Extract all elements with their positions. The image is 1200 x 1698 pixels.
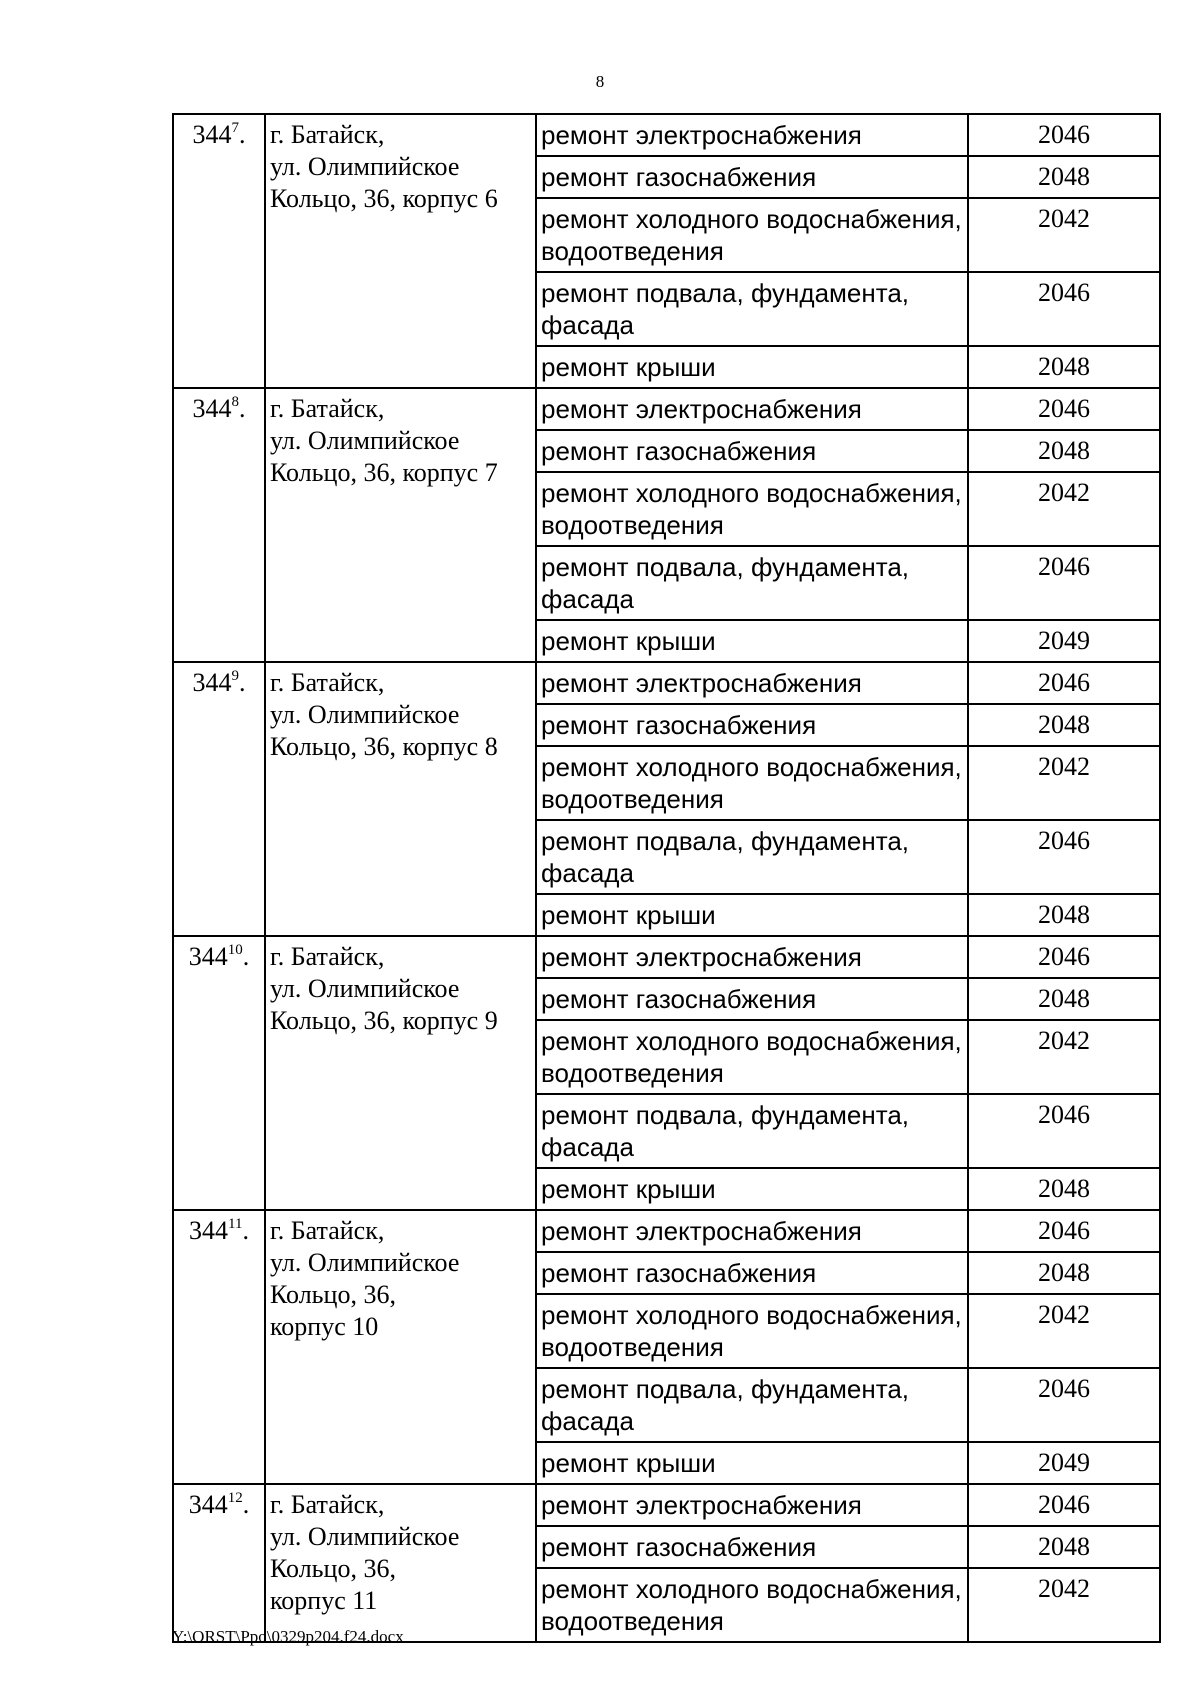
item-number-superscript: 7 <box>231 120 239 136</box>
work-type-cell: ремонт подвала, фундамента, фасада <box>536 820 968 894</box>
work-type-cell: ремонт холодного водоснабжения, водоотведения <box>536 746 968 820</box>
item-number-suffix: . <box>242 942 250 971</box>
repair-schedule-table <box>172 113 1161 1643</box>
year-cell: 2048 <box>968 156 1160 198</box>
address-cell <box>265 936 536 1210</box>
address-line: ул. Олимпийское <box>270 426 460 455</box>
work-type-cell: ремонт электроснабжения <box>536 936 968 978</box>
work-type-cell: ремонт крыши <box>536 346 968 388</box>
work-type-cell: ремонт газоснабжения <box>536 704 968 746</box>
work-type-cell: ремонт холодного водоснабжения, водоотведения <box>536 1568 968 1642</box>
year-cell: 2048 <box>968 1168 1160 1210</box>
year-cell: 2049 <box>968 620 1160 662</box>
item-number: 344 <box>192 668 232 697</box>
table-row <box>173 662 1160 704</box>
address-line: г. Батайск, <box>270 1216 385 1245</box>
address-cell <box>265 388 536 662</box>
address-line: Кольцо, 36, корпус 7 <box>270 458 498 487</box>
item-number-suffix: . <box>239 120 246 149</box>
year-cell: 2048 <box>968 894 1160 936</box>
item-number-cell <box>173 388 265 662</box>
item-number-suffix: . <box>242 1490 250 1519</box>
table-row <box>173 936 1160 978</box>
year-cell: 2049 <box>968 1442 1160 1484</box>
address-cell <box>265 662 536 936</box>
table-row <box>173 388 1160 430</box>
work-type-cell: ремонт газоснабжения <box>536 156 968 198</box>
address-line: г. Батайск, <box>270 394 385 423</box>
work-type-cell: ремонт холодного водоснабжения, водоотведения <box>536 1294 968 1368</box>
table-row <box>173 1484 1160 1526</box>
item-number-cell <box>173 662 265 936</box>
file-path-footer: Y:\ORST\Ppo\0329p204.f24.docx <box>172 1627 404 1646</box>
year-cell: 2042 <box>968 746 1160 820</box>
year-cell: 2048 <box>968 430 1160 472</box>
address-cell <box>265 1210 536 1484</box>
work-type-cell: ремонт газоснабжения <box>536 430 968 472</box>
year-cell: 2046 <box>968 272 1160 346</box>
year-cell: 2042 <box>968 1294 1160 1368</box>
year-cell: 2048 <box>968 1252 1160 1294</box>
item-number: 344 <box>192 394 232 423</box>
work-type-cell: ремонт крыши <box>536 1168 968 1210</box>
address-line: корпус 10 <box>270 1312 379 1341</box>
year-cell: 2046 <box>968 936 1160 978</box>
address-cell <box>265 114 536 388</box>
address-line: г. Батайск, <box>270 668 385 697</box>
item-number-superscript: 9 <box>231 668 239 684</box>
work-type-cell: ремонт крыши <box>536 620 968 662</box>
work-type-cell: ремонт подвала, фундамента, фасада <box>536 546 968 620</box>
work-type-cell: ремонт газоснабжения <box>536 978 968 1020</box>
address-line: ул. Олимпийское <box>270 152 460 181</box>
item-number-superscript: 11 <box>228 1216 243 1232</box>
work-type-cell: ремонт электроснабжения <box>536 1484 968 1526</box>
year-cell: 2042 <box>968 1020 1160 1094</box>
item-number-cell <box>173 1210 265 1484</box>
item-number: 344 <box>189 1216 229 1245</box>
year-cell: 2042 <box>968 472 1160 546</box>
work-type-cell: ремонт электроснабжения <box>536 388 968 430</box>
address-line: Кольцо, 36, корпус 6 <box>270 184 498 213</box>
address-cell <box>265 1484 536 1642</box>
address-line: Кольцо, 36, корпус 8 <box>270 732 498 761</box>
work-type-cell: ремонт крыши <box>536 1442 968 1484</box>
address-line: ул. Олимпийское <box>270 1248 460 1277</box>
work-type-cell: ремонт подвала, фундамента, фасада <box>536 272 968 346</box>
item-number-suffix: . <box>239 668 246 697</box>
address-line: ул. Олимпийское <box>270 1522 460 1551</box>
address-line: корпус 11 <box>270 1586 378 1615</box>
address-line: ул. Олимпийское <box>270 974 460 1003</box>
item-number-cell <box>173 936 265 1210</box>
work-type-cell: ремонт газоснабжения <box>536 1526 968 1568</box>
year-cell: 2046 <box>968 114 1160 156</box>
item-number-suffix: . <box>239 394 246 423</box>
year-cell: 2046 <box>968 1210 1160 1252</box>
table-body <box>173 114 1160 1642</box>
page-number: 8 <box>595 72 605 91</box>
work-type-cell: ремонт холодного водоснабжения, водоотведения <box>536 198 968 272</box>
work-type-cell: ремонт газоснабжения <box>536 1252 968 1294</box>
address-line: Кольцо, 36, <box>270 1280 396 1309</box>
year-cell: 2046 <box>968 1484 1160 1526</box>
year-cell: 2046 <box>968 820 1160 894</box>
work-type-cell: ремонт электроснабжения <box>536 662 968 704</box>
address-line: г. Батайск, <box>270 120 385 149</box>
year-cell: 2048 <box>968 346 1160 388</box>
year-cell: 2046 <box>968 388 1160 430</box>
work-type-cell: ремонт электроснабжения <box>536 114 968 156</box>
address-line: Кольцо, 36, корпус 9 <box>270 1006 498 1035</box>
item-number: 344 <box>188 1490 228 1519</box>
item-number: 344 <box>188 942 228 971</box>
year-cell: 2048 <box>968 1526 1160 1568</box>
work-type-cell: ремонт подвала, фундамента, фасада <box>536 1368 968 1442</box>
item-number-superscript: 12 <box>227 1490 243 1506</box>
work-type-cell: ремонт электроснабжения <box>536 1210 968 1252</box>
year-cell: 2046 <box>968 1368 1160 1442</box>
year-cell: 2042 <box>968 1568 1160 1642</box>
address-line: г. Батайск, <box>270 1490 385 1519</box>
year-cell: 2048 <box>968 978 1160 1020</box>
item-number: 344 <box>192 120 232 149</box>
table-row <box>173 1210 1160 1252</box>
item-number-cell <box>173 1484 265 1642</box>
year-cell: 2046 <box>968 546 1160 620</box>
year-cell: 2042 <box>968 198 1160 272</box>
address-line: Кольцо, 36, <box>270 1554 396 1583</box>
work-type-cell: ремонт холодного водоснабжения, водоотведения <box>536 472 968 546</box>
work-type-cell: ремонт холодного водоснабжения, водоотведения <box>536 1020 968 1094</box>
table-row <box>173 114 1160 156</box>
item-number-cell <box>173 114 265 388</box>
year-cell: 2048 <box>968 704 1160 746</box>
year-cell: 2046 <box>968 1094 1160 1168</box>
year-cell: 2046 <box>968 662 1160 704</box>
item-number-suffix: . <box>242 1216 249 1245</box>
item-number-superscript: 8 <box>231 394 239 410</box>
item-number-superscript: 10 <box>227 942 243 958</box>
work-type-cell: ремонт подвала, фундамента, фасада <box>536 1094 968 1168</box>
address-line: ул. Олимпийское <box>270 700 460 729</box>
address-line: г. Батайск, <box>270 942 385 971</box>
work-type-cell: ремонт крыши <box>536 894 968 936</box>
